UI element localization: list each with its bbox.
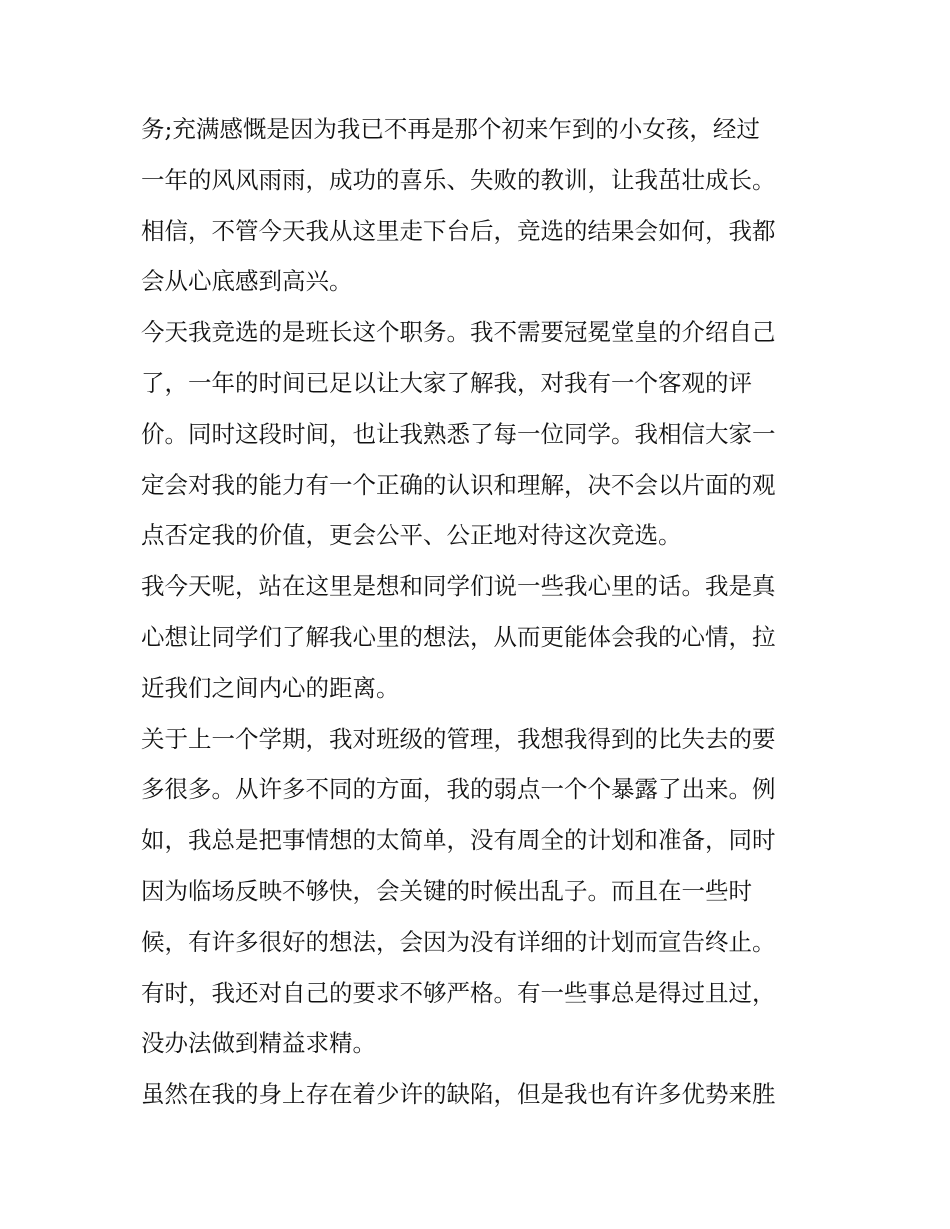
document-body [141, 104, 821, 1120]
text-line: 因为临场反映不够快，会关键的时候出乱子。而且在一些时 [141, 876, 752, 905]
text-line: 没办法做到精益求精。 [141, 1029, 376, 1058]
text-line: 相信，不管今天我从这里走下台后，竞选的结果会如何，我都 [141, 216, 776, 245]
text-line: 近我们之间内心的距离。 [141, 673, 400, 702]
text-line: 虽然在我的身上存在着少许的缺陷，但是我也有许多优势来胜 [141, 1080, 776, 1109]
text-line: 关于上一个学期，我对班级的管理，我想我得到的比失去的要 [141, 724, 776, 753]
text-line: 今天我竞选的是班长这个职务。我不需要冠冕堂皇的介绍自己 [141, 318, 776, 347]
text-line: 候，有许多很好的想法，会因为没有详细的计划而宣告终止。 [141, 927, 776, 956]
text-line: 我今天呢，站在这里是想和同学们说一些我心里的话。我是真 [141, 572, 776, 601]
text-line: 点否定我的价值，更会公平、公正地对待这次竞选。 [141, 521, 682, 550]
text-line: 务;充满感慨是因为我已不再是那个初来乍到的小女孩，经过 [141, 115, 760, 143]
text-line: 了，一年的时间已足以让大家了解我，对我有一个客观的评 [141, 368, 752, 397]
text-line: 会从心底感到高兴。 [141, 267, 353, 296]
text-line: 心想让同学们了解我心里的想法，从而更能体会我的心情，拉 [141, 622, 776, 651]
text-line: 多很多。从许多不同的方面，我的弱点一个个暴露了出来。例 [141, 775, 776, 804]
text-line: 价。同时这段时间，也让我熟悉了每一位同学。我相信大家一 [141, 419, 776, 448]
text-line: 一年的风风雨雨，成功的喜乐、失败的教训，让我茁壮成长。 [141, 165, 776, 194]
text-line: 定会对我的能力有一个正确的认识和理解，决不会以片面的观 [141, 470, 776, 499]
text-line: 如，我总是把事情想的太简单，没有周全的计划和准备，同时 [141, 826, 776, 855]
text-line: 有时，我还对自己的要求不够严格。有一些事总是得过且过， [141, 978, 776, 1007]
